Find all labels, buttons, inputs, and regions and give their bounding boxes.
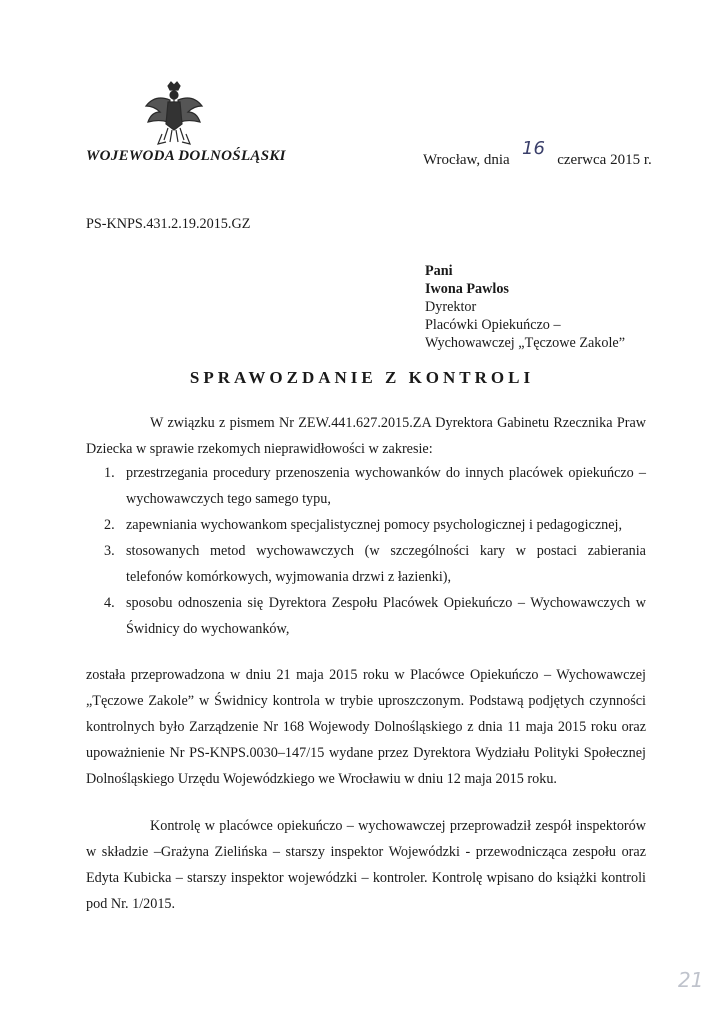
addressee-institution-line1: Placówki Opiekuńczo – [425,317,561,333]
page-number-mark: 21 [678,968,704,992]
date-line [423,138,652,169]
addressee-block [425,262,625,352]
list-item-number: 2. [104,517,115,533]
list-item-number: 4. [104,595,115,611]
list-item [86,460,646,512]
addressee-institution-line2: Wychowawczej „Tęczowe Zakole” [425,335,626,351]
inspection-paragraph: została przeprowadzona w dniu 21 maja 2015 roku w Placówce Opiekuńczo – Wychowawczej „Tęczowe Zakole” w Świdnicy kontrola w trybie uproszczonym. Podstawą podjętych czynności kontrolnych było Zarządzenie Nr 168 Wojewody Dolnośląskiego z dnia 11 maja 2015 roku oraz upoważnienie Nr PS-KNPS.0030–147/15 wydane przez Dyrektora Wydziału Polityki Społecznej Dolnośląskiego Urzędu Wojewódzkiego we Wrocławiu w dniu 12 maja 2015 roku. [86,667,646,787]
polish-eagle-emblem-icon [138,78,210,150]
issuer-name: WOJEWODA DOLNOŚLĄSKI [86,148,286,164]
intro-paragraph: W związku z pismem Nr ZEW.441.627.2015.ZA Dyrektora Gabinetu Rzecznika Praw Dziecka w sprawie rzekomych nieprawidłowości w zakresie: [86,415,646,457]
addressee-salutation: Pani [425,263,453,279]
addressee-position: Dyrektor [425,299,477,315]
list-item-number: 1. [104,465,115,481]
document-title: SPRAWOZDANIE Z KONTROLI [189,368,535,387]
list-item-text: stosowanych metod wychowawczych (w szczególności kary w postaci zabierania telefonów komórkowych, wyjmowania drzwi z łazienki), [126,543,646,585]
date-suffix: czerwca 2015 r. [557,152,652,168]
list-item-text: przestrzegania procedury przenoszenia wychowanków do innych placówek opiekuńczo – wychowawczych tego samego typu, [126,465,646,507]
list-item [86,538,646,590]
list-item-text: sposobu odnoszenia się Dyrektora Zespołu Placówek Opiekuńczo – Wychowawczych w Świdnicy do wychowanków, [126,595,646,637]
list-item [86,590,646,642]
addressee-name: Iwona Pawlos [425,281,509,297]
list-item-number: 3. [104,543,115,559]
inspection-team-paragraph: Kontrolę w placówce opiekuńczo – wychowawczej przeprowadził zespół inspektorów w składzie –Grażyna Zielińska – starszy inspektor Wojewódzki - przewodnicząca zespołu oraz Edyta Kubicka – starszy inspektor wojewódzki – kontroler. Kontrolę wpisano do książki kontroli pod Nr. 1/2015. [86,818,646,912]
date-prefix: Wrocław, dnia [423,152,510,168]
reference-number: PS-KNPS.431.2.19.2015.GZ [86,216,251,232]
handwritten-date-day: 16 [522,138,545,159]
scope-list [86,460,646,642]
list-item-text: zapewniania wychowankom specjalistycznej pomocy psychologicznej i pedagogicznej, [126,517,622,533]
list-item [86,512,646,538]
